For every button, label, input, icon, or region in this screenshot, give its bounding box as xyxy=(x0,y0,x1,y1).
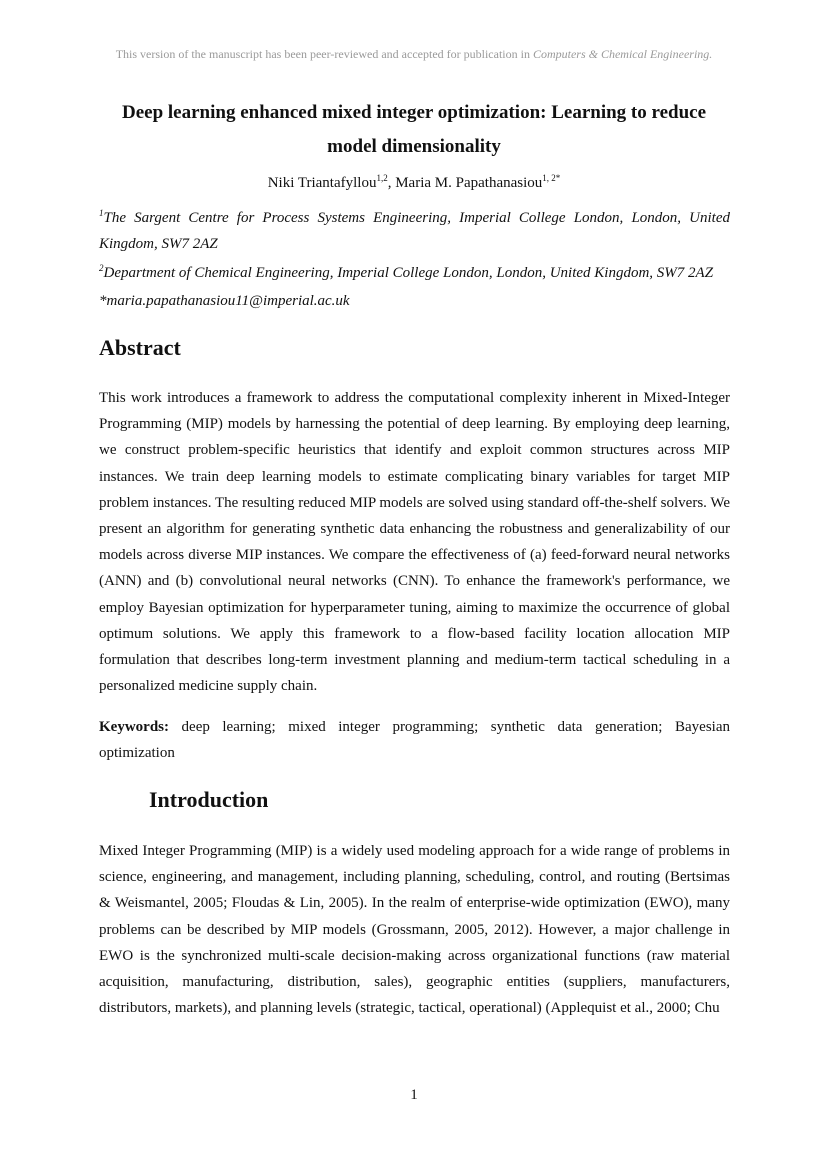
paper-title: Deep learning enhanced mixed integer optimization: Learning to reduce model dimensionality xyxy=(121,102,707,157)
abstract-heading: Abstract xyxy=(99,335,181,360)
author-separator: , xyxy=(387,175,396,191)
affiliation-text: The Sargent Centre for Process Systems Engineering, Imperial College London, London, United Kingdom, SW7 2AZ xyxy=(99,210,730,252)
author-affiliation-marker: 1, 2* xyxy=(542,173,561,183)
abstract-paragraph: This work introduces a framework to address the computational complexity inherent in Mixed-Integer Programming (MIP) models by harnessing the potential of deep learning. By employing deep learning, we construct problem-specific heuristics that identify and exploit common structures across MIP instances. We train deep learning models to estimate complicating binary variables for target MIP problem instances. The resulting reduced MIP models are solved using standard off-the-shelf solvers. We present an algorithm for generating synthetic data enhancing the robustness and generalizability of our models across diverse MIP instances. We compare the effectiveness of (a) feed-forward neural networks (ANN) and (b) convolutional neural networks (CNN). To enhance the framework's performance, we employ Bayesian optimization for hyperparameter tuning, aiming to maximize the occurrence of global optimum solutions. We apply this framework to a flow-based facility location allocation MIP formulation that describes long-term investment planning and medium-term tactical scheduling in a personalized medicine supply chain. xyxy=(99,390,731,695)
corresponding-email: *maria.papathanasiou11@imperial.ac.uk xyxy=(99,293,350,309)
journal-name: Computers & Chemical Engineering. xyxy=(532,47,713,61)
keywords-label: Keywords: xyxy=(99,719,169,735)
affiliation-text: Department of Chemical Engineering, Imperial College London, London, United Kingdom, SW7 2AZ xyxy=(103,265,714,281)
author-name: Maria M. Papathanasiou xyxy=(395,175,543,191)
affiliation-2 xyxy=(99,260,730,286)
introduction-paragraph: Mixed Integer Programming (MIP) is a widely used modeling approach for a wide range of problems in science, engineering, and management, including planning, scheduling, control, and routing (Bertsimas & Weismantel, 2005; Floudas & Lin, 2005). In the realm of enterprise-wide optimization (EWO), many problems can be described by MIP models (Grossmann, 2005, 2012). However, a major challenge in EWO is the synchronized multi-scale decision-making across organizational functions (raw material acquisition, manufacturing, distribution, sales), geographic entities (suppliers, manufacturers, distributors, markets), and planning levels (strategic, tactical, operational) (Applequist et al., 2000; Chu xyxy=(99,843,730,1017)
author-name: Niki Triantafyllou xyxy=(267,175,377,191)
keywords-paragraph xyxy=(99,714,730,766)
publication-note xyxy=(0,47,828,62)
publication-note-text: This version of the manuscript has been peer-reviewed and accepted for publication in xyxy=(115,47,533,61)
page-number: 1 xyxy=(410,1087,418,1103)
introduction-heading: Introduction xyxy=(149,787,269,812)
author-affiliation-marker: 1,2 xyxy=(376,173,388,183)
author-line xyxy=(0,175,828,192)
keywords-text: deep learning; mixed integer programming; synthetic data generation; Bayesian optimization xyxy=(99,719,730,762)
affiliation-1 xyxy=(99,205,730,257)
affiliation-marker: 1 xyxy=(99,208,104,218)
affiliation-marker: 2 xyxy=(99,263,104,273)
